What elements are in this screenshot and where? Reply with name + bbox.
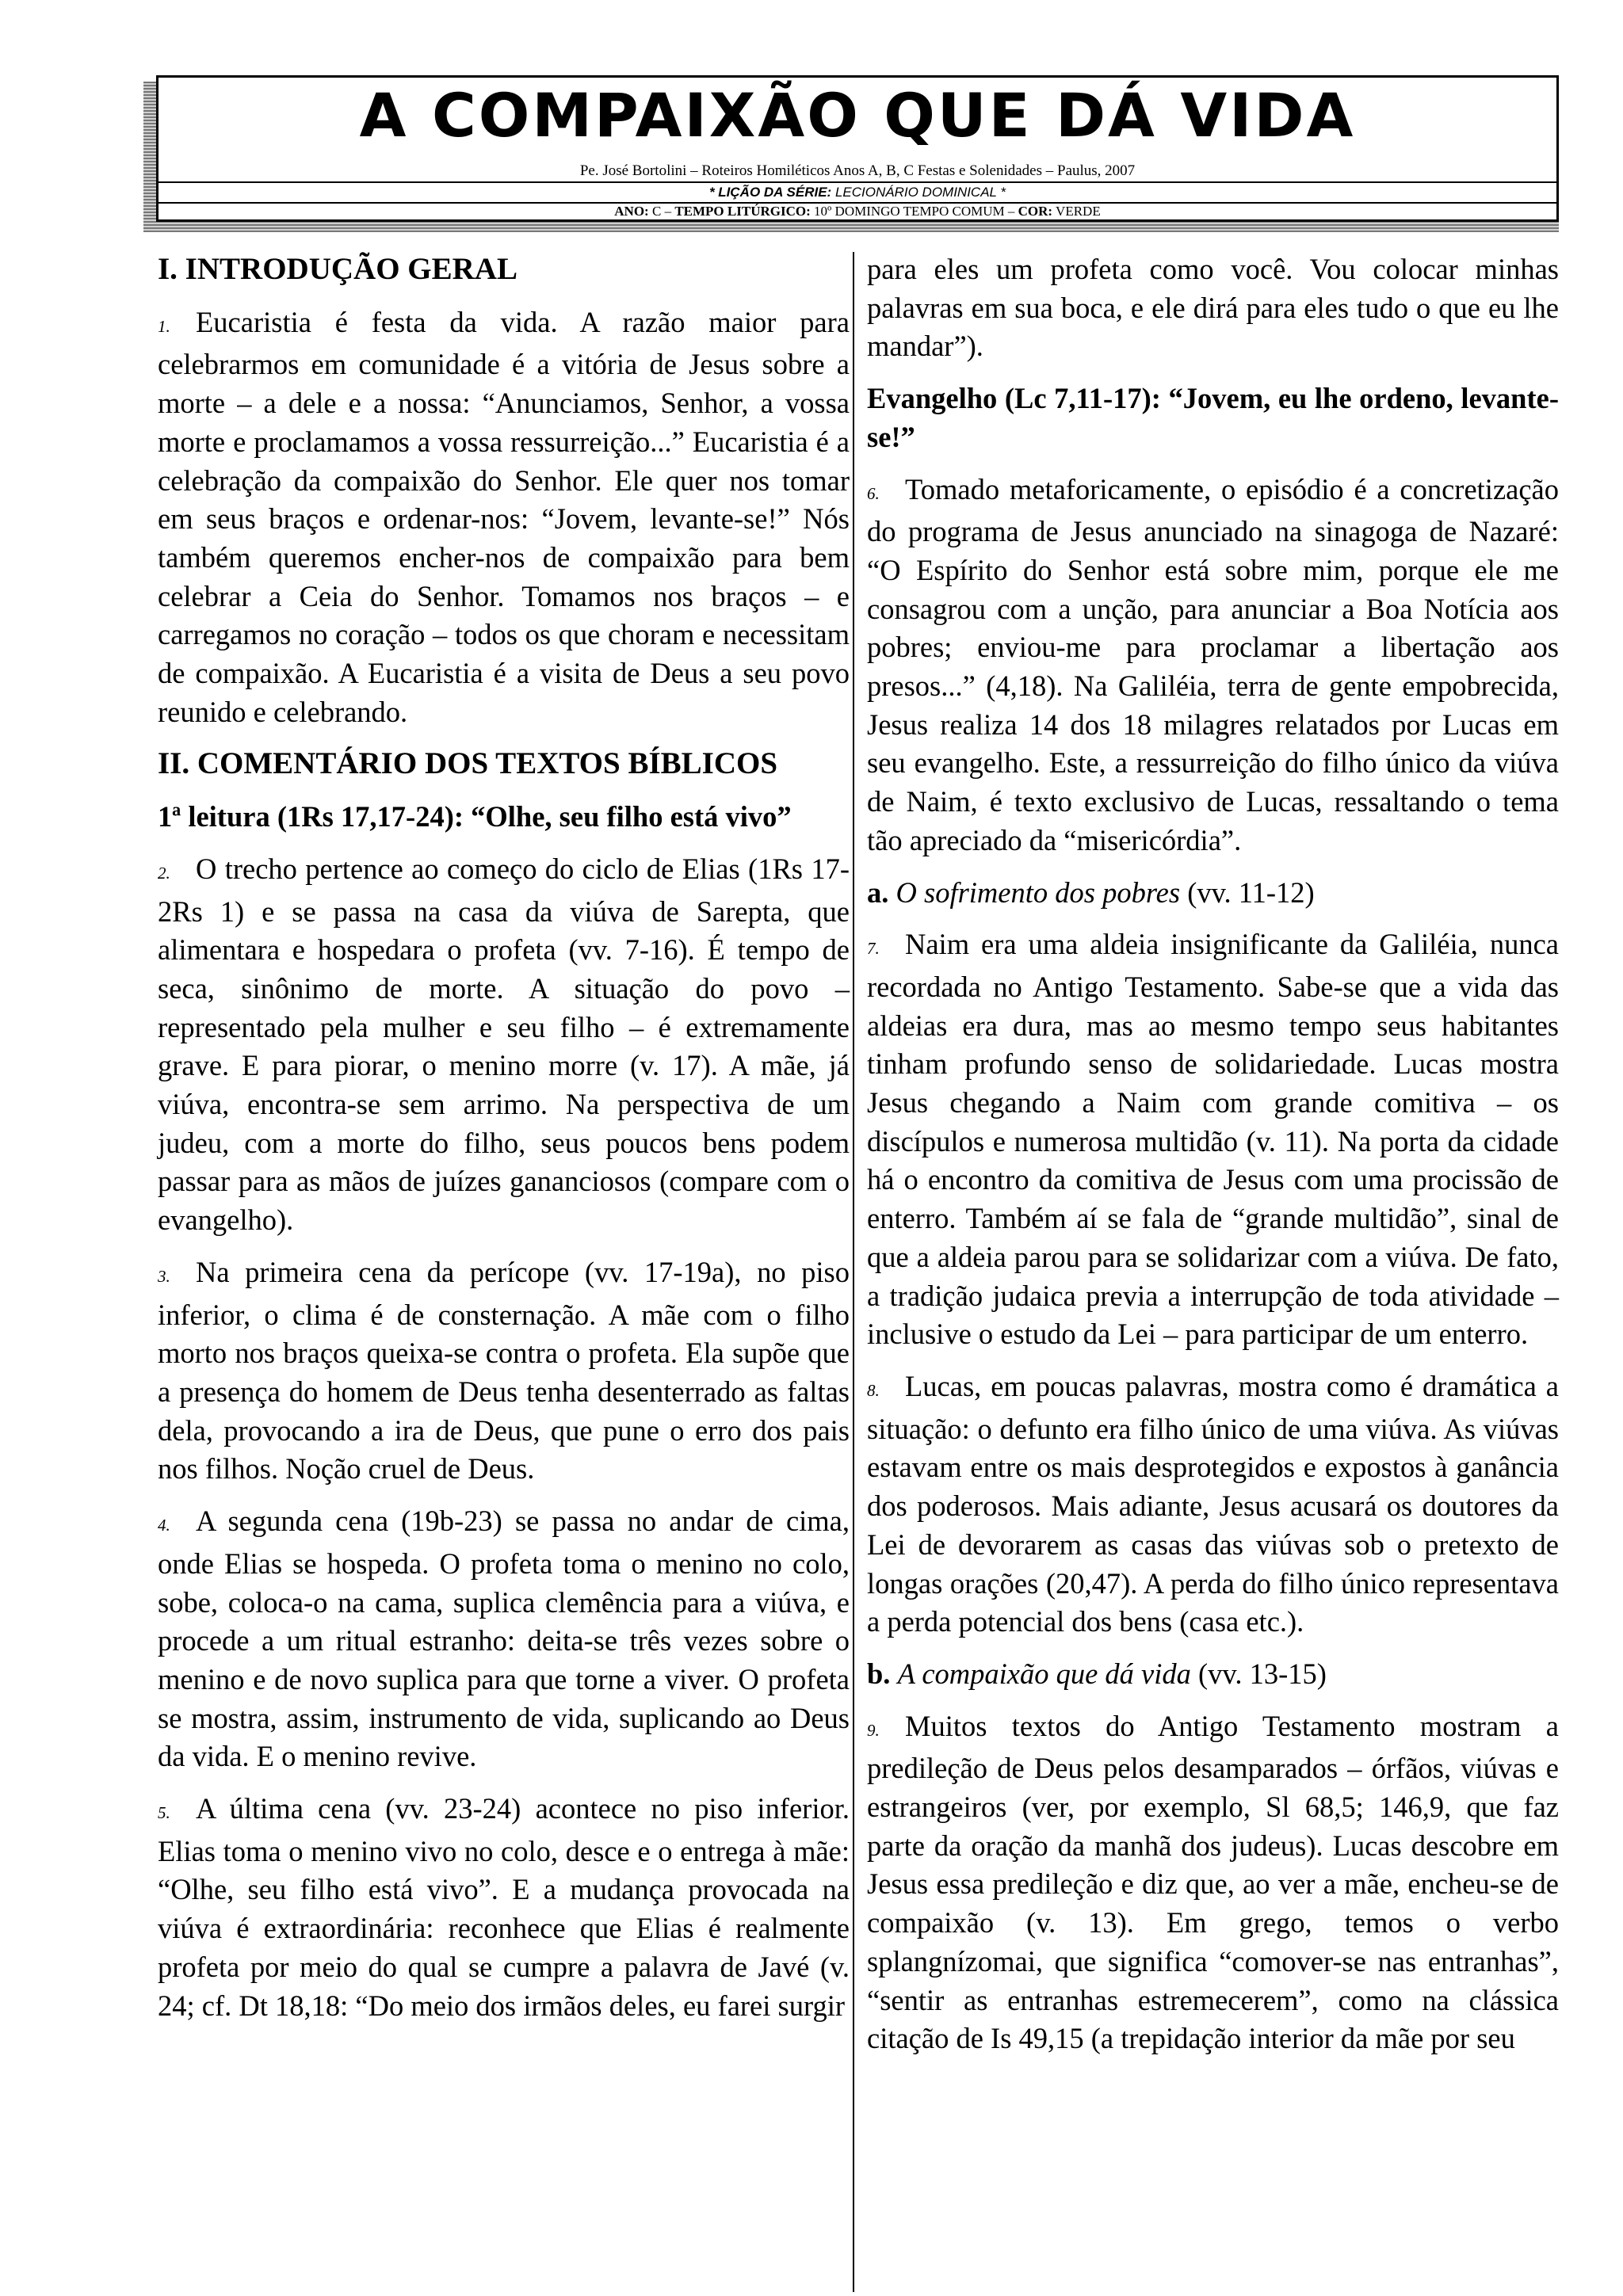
subheading-ref: (vv. 13-15) — [1198, 1657, 1327, 1690]
series-label: * LIÇÃO DA SÉRIE: — [708, 185, 832, 200]
paragraph-1 — [158, 303, 850, 732]
section-heading-intro: I. INTRODUÇÃO GERAL — [158, 252, 517, 286]
paragraph-text: A última cena (vv. 23-24) acontece no piso inferior. Elias toma o menino vivo no colo, desce e o entrega à mãe: “Olhe, seu filho está vivo”. E a mudança provocada na viúva é extraordinária: reconhece que Elias é realmente profeta por meio do qual se cumpre a palavra de Javé (v. 24; cf. Dt 18,18: “Do meio dos irmãos deles, eu farei surgir — [158, 1792, 850, 2022]
paragraph-2 — [158, 850, 850, 1240]
left-column — [158, 250, 850, 2039]
paragraph-number: 3. — [158, 1266, 170, 1286]
paragraph-text: O trecho pertence ao começo do ciclo de Elias (1Rs 17-2Rs 1) e se passa na casa da viúva de Sarepta, que alimentara e hospedara o profeta (vv. 7-16). É tempo de seca, sinônimo de morte. A situação do povo – representado pela mulher e seu filho – é extremamente grave. E para piorar, o menino morre (v. 17). A mãe, já viúva, encontra-se sem arrimo. Na perspectiva de um judeu, com a morte do filho, seus poucos bens podem passar para as mãos de juízes gananciosos (compare com o evangelho). — [158, 852, 850, 1237]
subheading-ref: (vv. 11-12) — [1187, 875, 1315, 909]
paragraph-text: Naim era uma aldeia insignificante da Galiléia, nunca recordada no Antigo Testamento. Sabe-se que a vida das aldeias era dura, mas ao mesmo tempo seus habitantes tinham profundo senso de solidariedade. Lucas mostra Jesus chegando a Naim com grande comitiva – os discípulos e numerosa multidão (v. 11). Na porta da cidade há o encontro da comitiva de Jesus com uma procissão de enterro. Também aí se fala de “grande multidão”, sinal de que a aldeia parou para se solidarizar com a viúva. De fato, a tradição judaica previa a interrupção de toda atividade – inclusive o estudo da Lei – para participar de um enterro. — [867, 928, 1559, 1351]
paragraph-number: 1. — [158, 316, 170, 336]
paragraph-number: 7. — [867, 939, 880, 959]
right-column — [867, 250, 1559, 2072]
reading-heading: 1ª leitura (1Rs 17,17-24): “Olhe, seu filho está vivo” — [158, 800, 792, 833]
header-box — [156, 75, 1559, 222]
paragraph-number: 9. — [867, 1720, 880, 1740]
page-title: A COMPAIXÃO QUE DÁ VIDA — [359, 80, 1356, 151]
paragraph-text: Muitos textos do Antigo Testamento mostram a predileção de Deus pelos desamparados – órfãos, viúvas e estrangeiros (ver, por exemplo, Sl 68,5; 146,9, que faz parte da oração da manhã dos judeus). Lucas descobre em Jesus essa predileção e diz que, ao ver a mãe, encheu-se de compaixão (v. 13). Em grego, temos o verbo splangnízomai, que significa “comover-se nas entranhas”, “sentir as entranhas estremecerem”, como na clássica citação de Is 49,15 (a trepidação interior da mãe por seu — [867, 1709, 1559, 2055]
subheading-letter: b. — [867, 1657, 891, 1690]
paragraph-text: Eucaristia é festa da vida. A razão maior para celebrarmos em comunidade é a vitória de Jesus sobre a morte – a dele e a nossa: “Anunciamos, Senhor, a vossa morte e proclamamos a vossa ressurreição...” Eucaristia é a celebração da compaixão do Senhor. Ele quer nos tomar em seus braços e ordenar-nos: “Jovem, levante-se!” Nós também queremos encher-nos de compaixão para bem celebrar a Ceia do Senhor. Tomamos nos braços – e carregamos no coração – todos os que choram e necessitam de compaixão. A Eucaristia é a visita de Deus a seu povo reunido e celebrando. — [158, 305, 850, 728]
source-citation: Pe. José Bortolini – Roteiros Homiléticos Anos A, B, C Festas e Solenidades – Paulus, 2007 — [579, 162, 1136, 179]
header-divider — [158, 181, 1556, 183]
color-value: VERDE — [1056, 204, 1101, 219]
gospel-heading: Evangelho (Lc 7,11-17): “Jovem, eu lhe ordeno, levante-se!” — [867, 382, 1559, 453]
paragraph-number: 4. — [158, 1516, 170, 1535]
paragraph-number: 5. — [158, 1803, 170, 1823]
paragraph-text: A segunda cena (19b-23) se passa no andar de cima, onde Elias se hospeda. O profeta toma o menino no colo, sobe, coloca-o na cama, suplica clemência para a viúva, e procede a um ritual estranho: deita-se três vezes sobre o menino e de novo suplica para que torne a viver. O profeta se mostra, assim, instrumento de vida, suplicando ao Deus da vida. E o menino revive. — [158, 1505, 850, 1773]
column-divider — [853, 252, 854, 2292]
liturgical-info-line — [158, 204, 1556, 218]
paragraph-5 — [158, 1790, 850, 2025]
paragraph-9 — [867, 1707, 1559, 2058]
paragraph-number: 8. — [867, 1380, 880, 1400]
color-label: COR: — [1018, 204, 1053, 219]
subheading-a — [867, 874, 1559, 913]
subheading-letter: a. — [867, 875, 889, 909]
paragraph-8 — [867, 1367, 1559, 1642]
paragraph-6 — [867, 471, 1559, 860]
paragraph-7 — [867, 925, 1559, 1354]
paragraph-number: 2. — [158, 863, 170, 883]
paragraph-5-continued: para eles um profeta como você. Vou colocar minhas palavras em sua boca, e ele dirá para eles tudo o que eu lhe mandar”). — [867, 253, 1559, 363]
subheading-title: A compaixão que dá vida — [897, 1657, 1191, 1690]
year-value: C – — [651, 204, 672, 219]
series-value: LECIONÁRIO DOMINICAL * — [834, 185, 1006, 200]
paragraph-text: Lucas, em poucas palavras, mostra como é dramática a situação: o defunto era filho único de uma viúva. As viúvas estavam entre os mais desprotegidos e expostos à ganância dos poderosos. Mais adiante, Jesus acusará os doutores da Lei de devorarem as casas das viúvas sob o pretexto de longas orações (20,47). A perda do filho único representava a perda potencial dos bens (casa etc.). — [867, 1369, 1559, 1638]
time-value: 10º DOMINGO TEMPO COMUM – — [814, 204, 1015, 219]
year-label: ANO: — [614, 204, 649, 219]
paragraph-3 — [158, 1253, 850, 1489]
section-heading-comment: II. COMENTÁRIO DOS TEXTOS BÍBLICOS — [158, 746, 778, 781]
paragraph-4 — [158, 1502, 850, 1776]
subheading-b — [867, 1655, 1559, 1694]
subheading-title: O sofrimento dos pobres — [896, 875, 1181, 909]
series-line — [158, 185, 1556, 199]
time-label: TEMPO LITÚRGICO: — [674, 204, 811, 219]
paragraph-text: Na primeira cena da perícope (vv. 17-19a), no piso inferior, o clima é de consternação. A mãe com o filho morto nos braços queixa-se contra o profeta. Ela supõe que a presença do homem de Deus tenha desenterrado as faltas dela, provocando a ira de Deus, que pune o erro dos pais nos filhos. Noção cruel de Deus. — [158, 1255, 850, 1486]
paragraph-number: 6. — [867, 483, 880, 503]
paragraph-text: Tomado metaforicamente, o episódio é a concretização do programa de Jesus anunciado na sinagoga de Nazaré: “O Espírito do Senhor está sobre mim, porque ele me consagrou com a unção, para anunciar a Boa Notícia aos pobres; enviou-me para proclamar a libertação aos presos...” (4,18). Na Galiléia, terra de gente empobrecida, Jesus realiza 14 dos 18 milagres relatados por Lucas em seu evangelho. Este, a ressurreição do filho único da viúva de Naim, é texto exclusivo de Lucas, ressaltando o tema tão apreciado da “misericórdia”. — [867, 472, 1559, 856]
